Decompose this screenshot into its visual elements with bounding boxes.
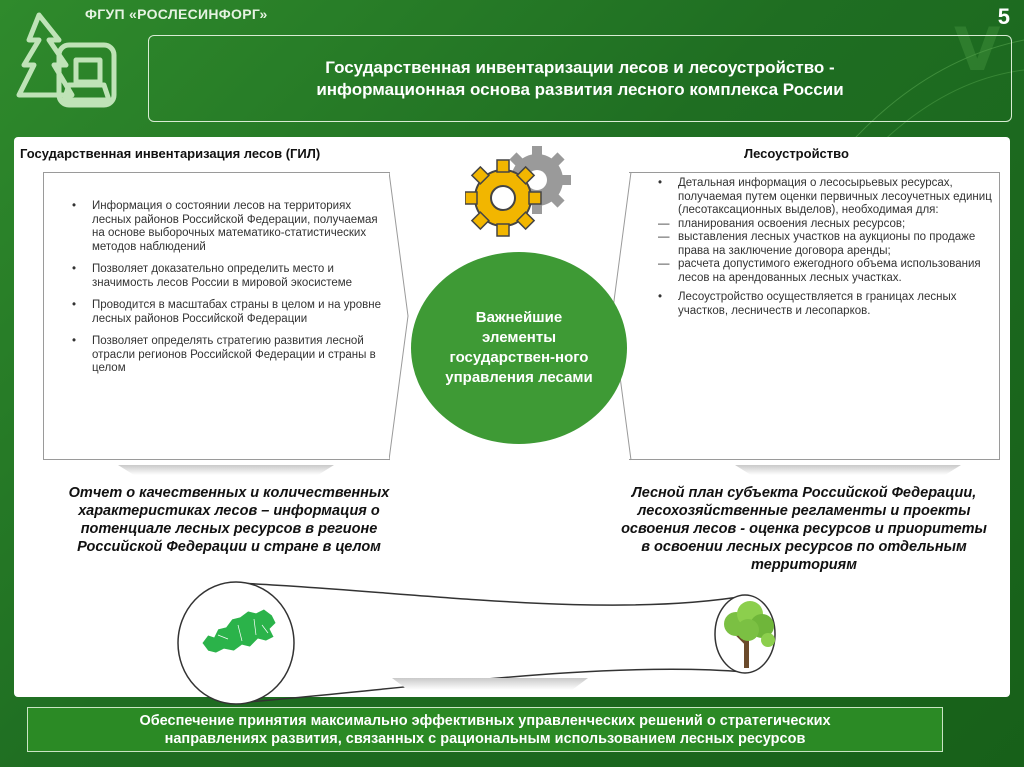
gil-list [72,200,384,385]
gil-item: • Информация о состоянии лесов на территориях лесных районов Российской Федерации, получаемая на основе выборочных математико-статистических методов наблюдений [72,200,384,254]
left-shadow-bar [118,465,334,475]
gil-item: • Позволяет определять стратегию развития лесной отрасли регионов Российской Федерации и страны в целом [72,335,384,376]
fm-item: • Детальная информация о лесосырьевых ресурсах, получаемая путем оценки первичных лесоучетных единиц (лесотаксационных выделов), необходимая для: [658,177,998,218]
fm-dash-item: — планирования освоения лесных ресурсов; [658,218,998,232]
logo-icon [14,10,124,125]
center-circle [411,252,627,444]
center-circle-text: Важнейшие элементы государствен-ного управления лесами [445,309,593,386]
fm-item: • Лесоустройство осуществляется в границах лесных участков, лесничеств и лесопарков. [658,291,998,318]
title-line-2: информационная основа развития лесного комплекса России [316,79,844,99]
gil-item: • Проводится в масштабах страны в целом и на уровне лесных районов Российской Федерации [72,299,384,326]
forest-management-result-text: Лесной план субъекта Российской Федерации, лесохозяйственные регламенты и проекты освоения лесов - оценка ресурсов и приоритеты в освоении лесных ресурсов по отдельным территориям [621,485,987,573]
conclusion-bar [27,707,943,752]
org-name: ФГУП «РОСЛЕСИНФОРГ» [85,6,268,22]
gil-item: • Позволяет доказательно определить место и значимость лесов России в мировой экосистеме [72,263,384,290]
fm-dash-item: — расчета допустимого ежегодного объема использования лесов на арендованных лесных участках. [658,258,998,285]
gear-icon [465,140,577,242]
gil-heading: Государственная инвентаризация лесов (ГИЛ) [20,146,321,161]
russia-map-icon [198,605,280,663]
tree-icon [718,600,780,672]
forest-management-list [658,177,998,318]
page-number: 5 [997,4,1010,29]
forest-management-heading: Лесоустройство [744,146,849,161]
svg-text:V: V [954,15,1001,85]
title-line-1: Государственная инвентаризации лесов и лесоустройство - [325,57,835,77]
right-shadow-bar [735,465,961,475]
conclusion-line-2: направлениях развития, связанных с рациональным использованием лесных ресурсов [164,730,806,747]
gil-box-arrow [389,172,409,461]
fm-dash-item: — выставления лесных участков на аукционы по продаже права на заключение договора аренды; [658,231,998,258]
slide-title [148,35,1012,122]
conclusion-line-1: Обеспечение принятия максимально эффективных управленческих решений о стратегических [139,712,831,729]
gil-result-text: Отчет о качественных и количественных характеристиках лесов – информация о потенциале лесных ресурсов в регионе Российской Федерации и стране в целом [68,485,390,555]
